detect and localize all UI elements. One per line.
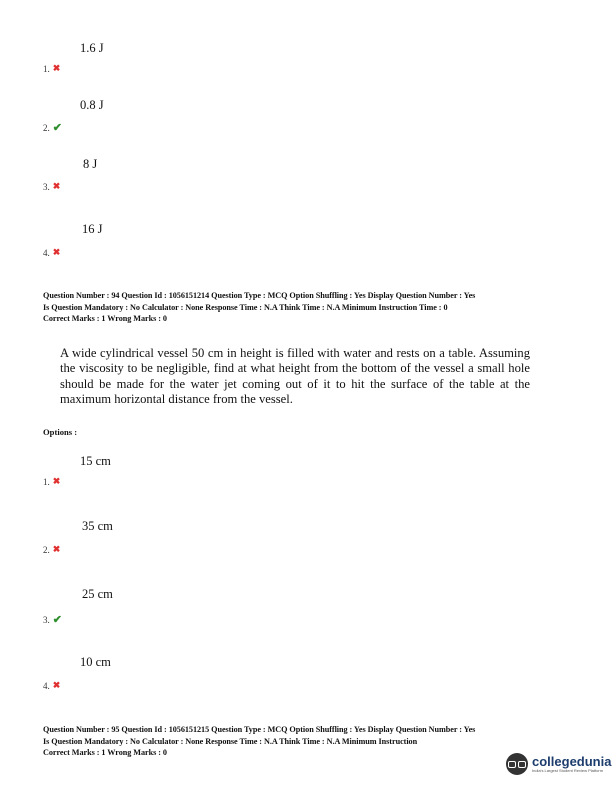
wrong-mark-icon: ✖ <box>52 680 61 690</box>
correct-check-icon: ✔ <box>52 122 62 134</box>
option-text: 1.6 J <box>80 41 104 55</box>
collegedunia-logo <box>506 753 611 775</box>
option-text: 16 J <box>82 222 103 236</box>
question-text: A wide cylindrical vessel 50 cm in height is filled with water and rests on a table. Assuming the viscosity to be negligible, find at what height from the bottom of the vessel a small hole should be made for the water jet coming out of it to hit the surface of the table at the maximum horizontal distance from the vessel. <box>60 346 530 407</box>
option-text: 35 cm <box>82 519 113 533</box>
option-number-row <box>43 181 60 192</box>
meta-line: Correct Marks : 1 Wrong Marks : 0 <box>43 748 167 757</box>
wrong-mark-icon: ✖ <box>52 181 61 191</box>
option-number-row <box>43 63 60 74</box>
question-meta <box>43 724 583 759</box>
option-number: 1. <box>43 63 50 74</box>
wrong-mark-icon: ✖ <box>52 544 61 554</box>
option-text: 10 cm <box>80 655 111 669</box>
wrong-mark-icon: ✖ <box>52 63 61 73</box>
option-number-row <box>43 121 62 134</box>
wrong-mark-icon: ✖ <box>52 247 61 257</box>
meta-line: Is Question Mandatory : No Calculator : None Response Time : N.A Think Time : N.A Minimum Instruction <box>43 736 418 746</box>
option-text: 25 cm <box>82 587 113 601</box>
option-text: 8 J <box>83 157 98 171</box>
option-number-row <box>43 544 60 555</box>
option-number-row <box>43 476 60 487</box>
correct-check-icon: ✔ <box>52 614 62 626</box>
mascot-icon <box>506 753 528 775</box>
option-number: 3. <box>43 181 50 192</box>
question-meta <box>43 290 583 325</box>
meta-line: Question Number : 95 Question Id : 1056151215 Question Type : MCQ Option Shuffling : Yes Display Question Number : Yes <box>43 725 476 734</box>
meta-line: Is Question Mandatory : No Calculator : None Response Time : N.A Think Time : N.A Minimum Instruction Time : 0 <box>43 302 448 312</box>
meta-line: Question Number : 94 Question Id : 1056151214 Question Type : MCQ Option Shuffling : Yes Display Question Number : Yes <box>43 291 476 300</box>
option-number: 4. <box>43 247 50 258</box>
option-number-row <box>43 247 60 258</box>
option-number: 3. <box>43 614 50 625</box>
option-text: 0.8 J <box>80 98 104 112</box>
logo-name: collegedunia <box>532 754 612 769</box>
option-number-row <box>43 613 62 626</box>
option-number: 4. <box>43 680 50 691</box>
meta-line: Correct Marks : 1 Wrong Marks : 0 <box>43 314 167 323</box>
wrong-mark-icon: ✖ <box>52 476 61 486</box>
option-text: 15 cm <box>80 454 111 468</box>
options-label: Options : <box>43 427 78 437</box>
logo-tagline: India's Largest Student Review Platform <box>532 768 604 773</box>
option-number: 1. <box>43 476 50 487</box>
option-number-row <box>43 680 60 691</box>
option-number: 2. <box>43 122 50 133</box>
option-number: 2. <box>43 544 50 555</box>
